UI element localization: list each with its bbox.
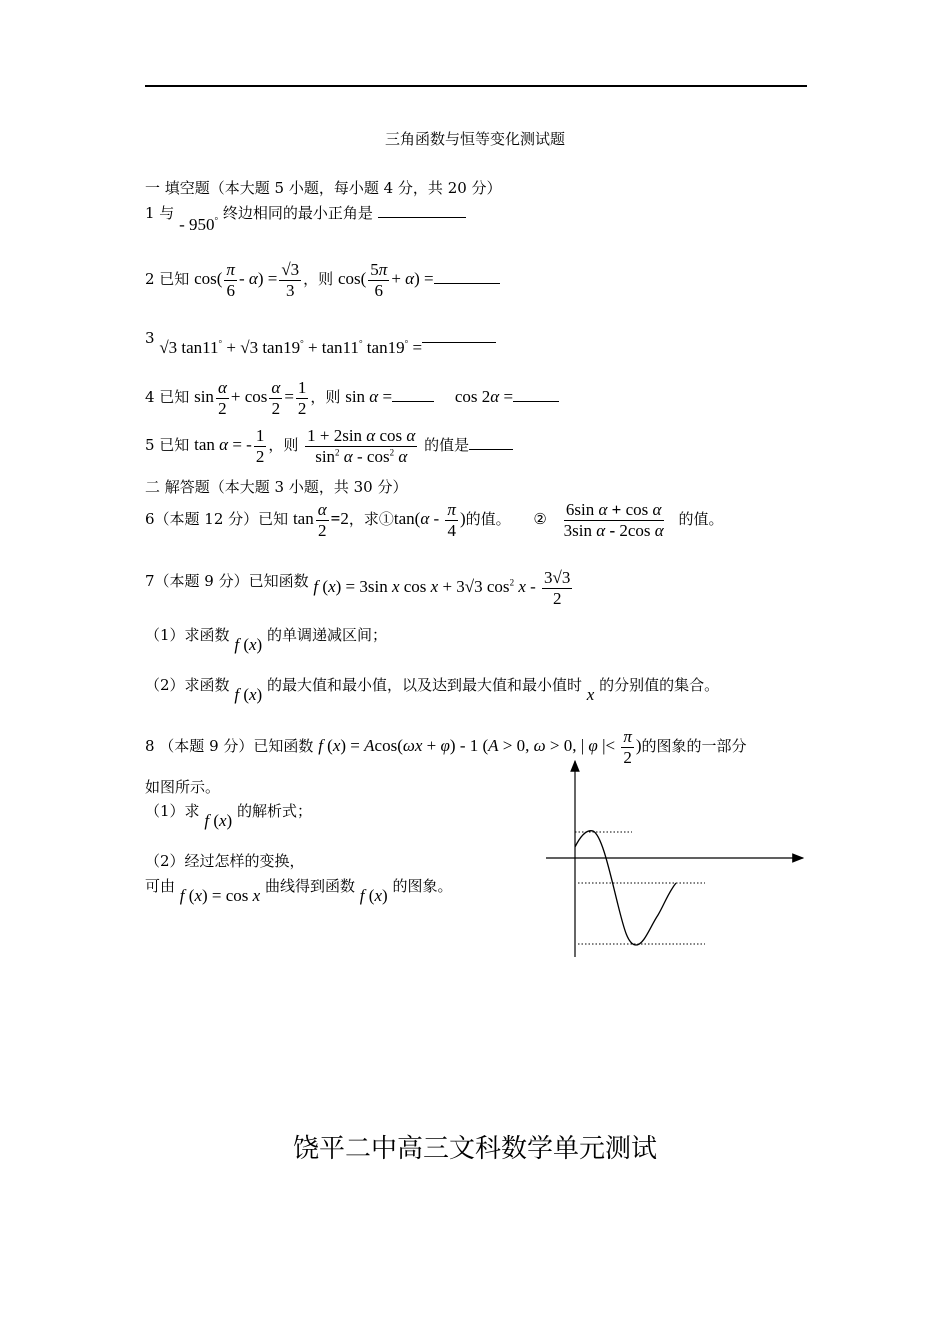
q6-ask1: ，求① xyxy=(348,509,394,528)
q5-answer-blank[interactable] xyxy=(469,437,513,450)
section1-heading: 一 填空题（本大题 5 小题，每小题 4 分，共 20 分） xyxy=(145,179,502,197)
q8-part3: 可由 f (x) = cos x 曲线得到函数 f (x) 的图象。 xyxy=(145,877,453,905)
cosine-curve xyxy=(575,831,676,945)
q6-circle2: ② xyxy=(533,509,547,528)
q6-expr2: $\frac{\text{6sin α + cos α}}{\text{3sin α - 2cos α}}$ xyxy=(563,500,664,540)
question-6 xyxy=(145,500,724,540)
function-graph xyxy=(540,755,810,965)
top-rule xyxy=(145,85,807,87)
section2-heading: 二 解答题（本大题 3 小题，共 30 分） xyxy=(145,478,408,496)
q5-tail: 的值是 xyxy=(424,435,470,454)
q8-part2: （2）经过怎样的变换， xyxy=(145,852,305,870)
question-3 xyxy=(145,328,496,357)
question-7 xyxy=(145,562,574,608)
q4-sin-blank[interactable] xyxy=(392,389,434,402)
question-2 xyxy=(145,260,500,300)
q6-given: tan $\frac{\alpha}{2}$ =2 xyxy=(292,500,349,540)
q1-label: 1 与 xyxy=(145,204,175,222)
q2-formula: cos( $\frac{\pi}{6}$ - α) = $\frac{√3}{3}$ xyxy=(194,260,300,300)
page-title: 三角函数与恒等变化测试题 xyxy=(384,130,565,148)
q4-formula: sin $\frac{\alpha}{2}$ + cos $\frac{\alpha}{2}$ = $\frac{1}{2}$ xyxy=(194,378,307,418)
q8-label: 8 （本题 9 分）已知函数 xyxy=(145,736,314,755)
q8-line2: 如图所示。 xyxy=(145,778,221,796)
q6-label: 6（本题 12 分）已知 xyxy=(145,509,289,528)
q4-cos: cos 2α = xyxy=(454,386,514,406)
q7-label: 7（本题 9 分）已知函数 xyxy=(145,571,309,590)
q6-expr1: tan(α - $\frac{\pi}{4}$ ) xyxy=(393,500,466,540)
q4-then: ，则 xyxy=(310,387,341,406)
q7-part2: （2）求函数 f (x) 的最大值和最小值，以及达到最大值和最小值时 x 的分别值的集合。 xyxy=(145,676,720,704)
q6-tail1: 的值。 xyxy=(465,509,511,528)
q5-label: 5 已知 xyxy=(145,435,190,454)
q2-label: 2 已知 xyxy=(145,269,190,288)
question-5 xyxy=(145,426,513,466)
q8-tail: 的图象的一部分 xyxy=(641,736,747,755)
q3-answer-blank[interactable] xyxy=(422,330,496,343)
q2-target: cos( $\frac{5\pi}{6}$ + α) = xyxy=(337,260,434,300)
q6-tail2: 的值。 xyxy=(678,509,724,528)
q5-then: ，则 xyxy=(268,435,299,454)
q1-angle: - 950° xyxy=(179,215,219,234)
q5-given: tan α = - $\frac{1}{2}$ xyxy=(194,426,265,466)
q3-label: 3 xyxy=(145,329,155,347)
q1-answer-blank[interactable] xyxy=(378,205,466,218)
footer-title: 饶平二中高三文科数学单元测试 xyxy=(292,1134,657,1164)
q8-part1: （1）求 f (x) 的解析式； xyxy=(145,802,312,830)
q2-then: ，则 xyxy=(303,269,334,288)
q4-label: 4 已知 xyxy=(145,387,190,406)
question-1 xyxy=(145,202,466,234)
q4-sin: sin α = xyxy=(345,386,393,406)
q7-function: f (x) = 3sin x cos x + 3√3 $\cos^2 x$ - $\frac{3√3}{2}$ xyxy=(313,568,571,608)
q5-expression: $\frac{\text{1 + 2sin α cos α}}{\sin^2 \alpha - \cos^2 \alpha}$ xyxy=(307,426,416,466)
q3-formula: √3 tan11° + √3 tan19° + tan11° tan19° = xyxy=(159,338,423,357)
question-4 xyxy=(145,378,559,418)
q1-text: 终边相同的最小正角是 xyxy=(222,204,373,222)
q7-part1: （1）求函数 f (x) 的单调递减区间； xyxy=(145,626,387,654)
q8-function: f (x) = Acos(ωx + φ) - 1 (A > 0, ω > 0, | φ |< $\frac{\pi}{2}$ ) xyxy=(318,727,642,767)
q2-answer-blank[interactable] xyxy=(434,271,500,284)
q4-cos-blank[interactable] xyxy=(513,389,559,402)
